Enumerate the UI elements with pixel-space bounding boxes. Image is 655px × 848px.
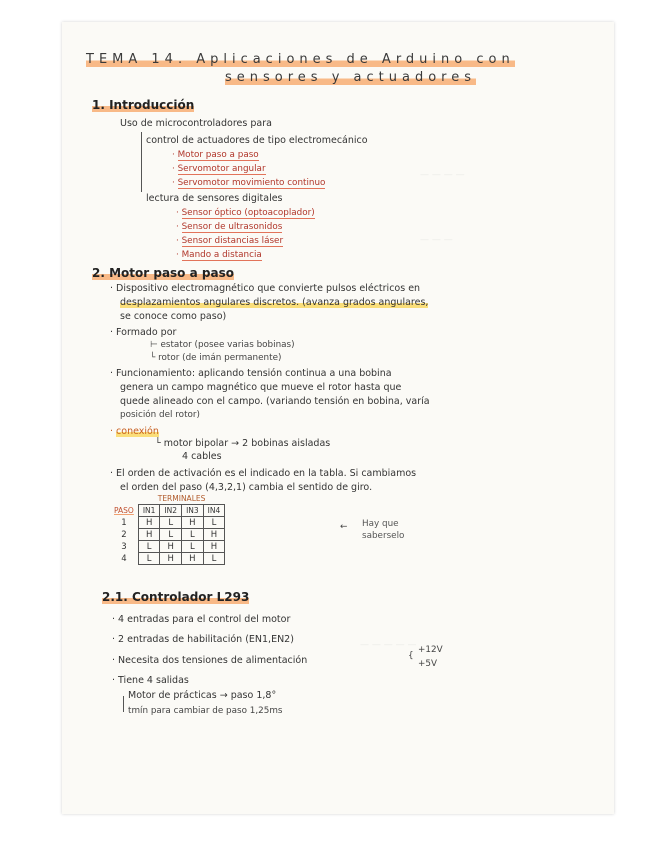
description-line: desplazamientos angulares discretos. (avanza grados angulares, [120, 297, 429, 308]
orden-line: el orden del paso (4,3,2,1) cambia el sentido de giro. [120, 482, 373, 493]
paso-cell: 1 [110, 517, 138, 529]
table-cell: H [138, 529, 160, 541]
section-2-1-heading: 2.1. Controlador L293 [102, 590, 250, 604]
voltage-value: +5V [418, 659, 437, 669]
table-cell: L [203, 553, 225, 565]
funcionamiento-line: genera un campo magnético que mueve el rotor hasta que [120, 382, 402, 393]
l293-item: · Tiene 4 salidas [112, 675, 189, 686]
table-cell: H [160, 541, 182, 553]
bracket-line [123, 696, 124, 712]
conexion-cables: 4 cables [182, 451, 222, 462]
paso-header: PASO [110, 505, 138, 517]
table-cell: H [160, 553, 182, 565]
table-cell: H [203, 529, 225, 541]
in-header: IN1 [138, 505, 160, 517]
table-cell: L [138, 541, 160, 553]
table-row [110, 541, 225, 553]
lectura-item: · Sensor distancias láser [176, 236, 284, 246]
lectura-line: lectura de sensores digitales [146, 193, 283, 204]
tmin-line: tmín para cambiar de paso 1,25ms [128, 706, 283, 716]
intro-text: Uso de microcontroladores para [120, 118, 272, 129]
section-2-heading: 2. Motor paso a paso [92, 266, 234, 280]
table-row [110, 529, 225, 541]
in-header: IN3 [182, 505, 204, 517]
control-item: · Servomotor angular [172, 164, 266, 174]
funcionamiento-line: posición del rotor) [120, 410, 200, 420]
control-line: control de actuadores de tipo electromecánico [146, 135, 368, 146]
rotor-line: └ rotor (de imán permanente) [150, 353, 282, 363]
table-cell: L [203, 517, 225, 529]
bleed-through-text: — — — — — [360, 640, 417, 650]
brace-icon: { [408, 651, 414, 661]
conexion-line: └ motor bipolar → 2 bobinas aisladas [155, 438, 331, 449]
section-1-heading: 1. Introducción [92, 98, 195, 112]
table-cell: H [182, 553, 204, 565]
funcionamiento-line: quede alineado con el campo. (variando tensión en bobina, varía [120, 396, 430, 407]
table-note: Hay que [362, 519, 399, 529]
motor-line: Motor de prácticas → paso 1,8° [128, 690, 277, 701]
table-cell: L [160, 517, 182, 529]
arrow-icon: ← [340, 522, 348, 532]
description-line: se conoce como paso) [120, 311, 227, 322]
l293-item: · 4 entradas para el control del motor [112, 614, 291, 625]
conexion-label: · conexión [110, 426, 159, 437]
formado-line: · Formado por [110, 327, 177, 338]
lectura-item: · Mando a distancia [176, 250, 262, 260]
table-row [110, 553, 225, 565]
orden-line: · El orden de activación es el indicado en la tabla. Si cambiamos [110, 468, 417, 479]
l293-item: · 2 entradas de habilitación (EN1,EN2) [112, 634, 294, 645]
table-note: saberselo [362, 531, 405, 541]
paso-cell: 3 [110, 541, 138, 553]
estator-line: ⊢ estator (posee varias bobinas) [150, 340, 295, 350]
table-cell: H [203, 541, 225, 553]
table-cell: L [182, 541, 204, 553]
description-line: · Dispositivo electromagnético que convierte pulsos eléctricos en [110, 283, 421, 294]
table-cell: L [138, 553, 160, 565]
table-cell: H [182, 517, 204, 529]
table-cell: H [138, 517, 160, 529]
l293-item: · Necesita dos tensiones de alimentación [112, 655, 308, 666]
terminales-header: TERMINALES [138, 493, 224, 505]
table-cell: L [182, 529, 204, 541]
lectura-item: · Sensor óptico (optoacoplador) [176, 208, 315, 218]
funcionamiento-line: · Funcionamiento: aplicando tensión continua a una bobina [110, 368, 392, 379]
voltage-value: +12V [418, 645, 443, 655]
step-table [110, 493, 225, 565]
lectura-item: · Sensor de ultrasonidos [176, 222, 283, 232]
paso-cell: 4 [110, 553, 138, 565]
bracket-line [141, 132, 142, 192]
table-cell: L [160, 529, 182, 541]
paso-cell: 2 [110, 529, 138, 541]
in-header: IN4 [203, 505, 225, 517]
table-row [110, 517, 225, 529]
in-header: IN2 [160, 505, 182, 517]
page-title-line1: TEMA 14. Aplicaciones de Arduino con [86, 52, 515, 67]
bleed-through-text: — — — — [420, 170, 465, 180]
control-item: · Motor paso a paso [172, 150, 259, 160]
bleed-through-text: — — — [420, 235, 453, 245]
page-title-line2: sensores y actuadores [225, 70, 476, 85]
control-item: · Servomotor movimiento continuo [172, 178, 326, 188]
